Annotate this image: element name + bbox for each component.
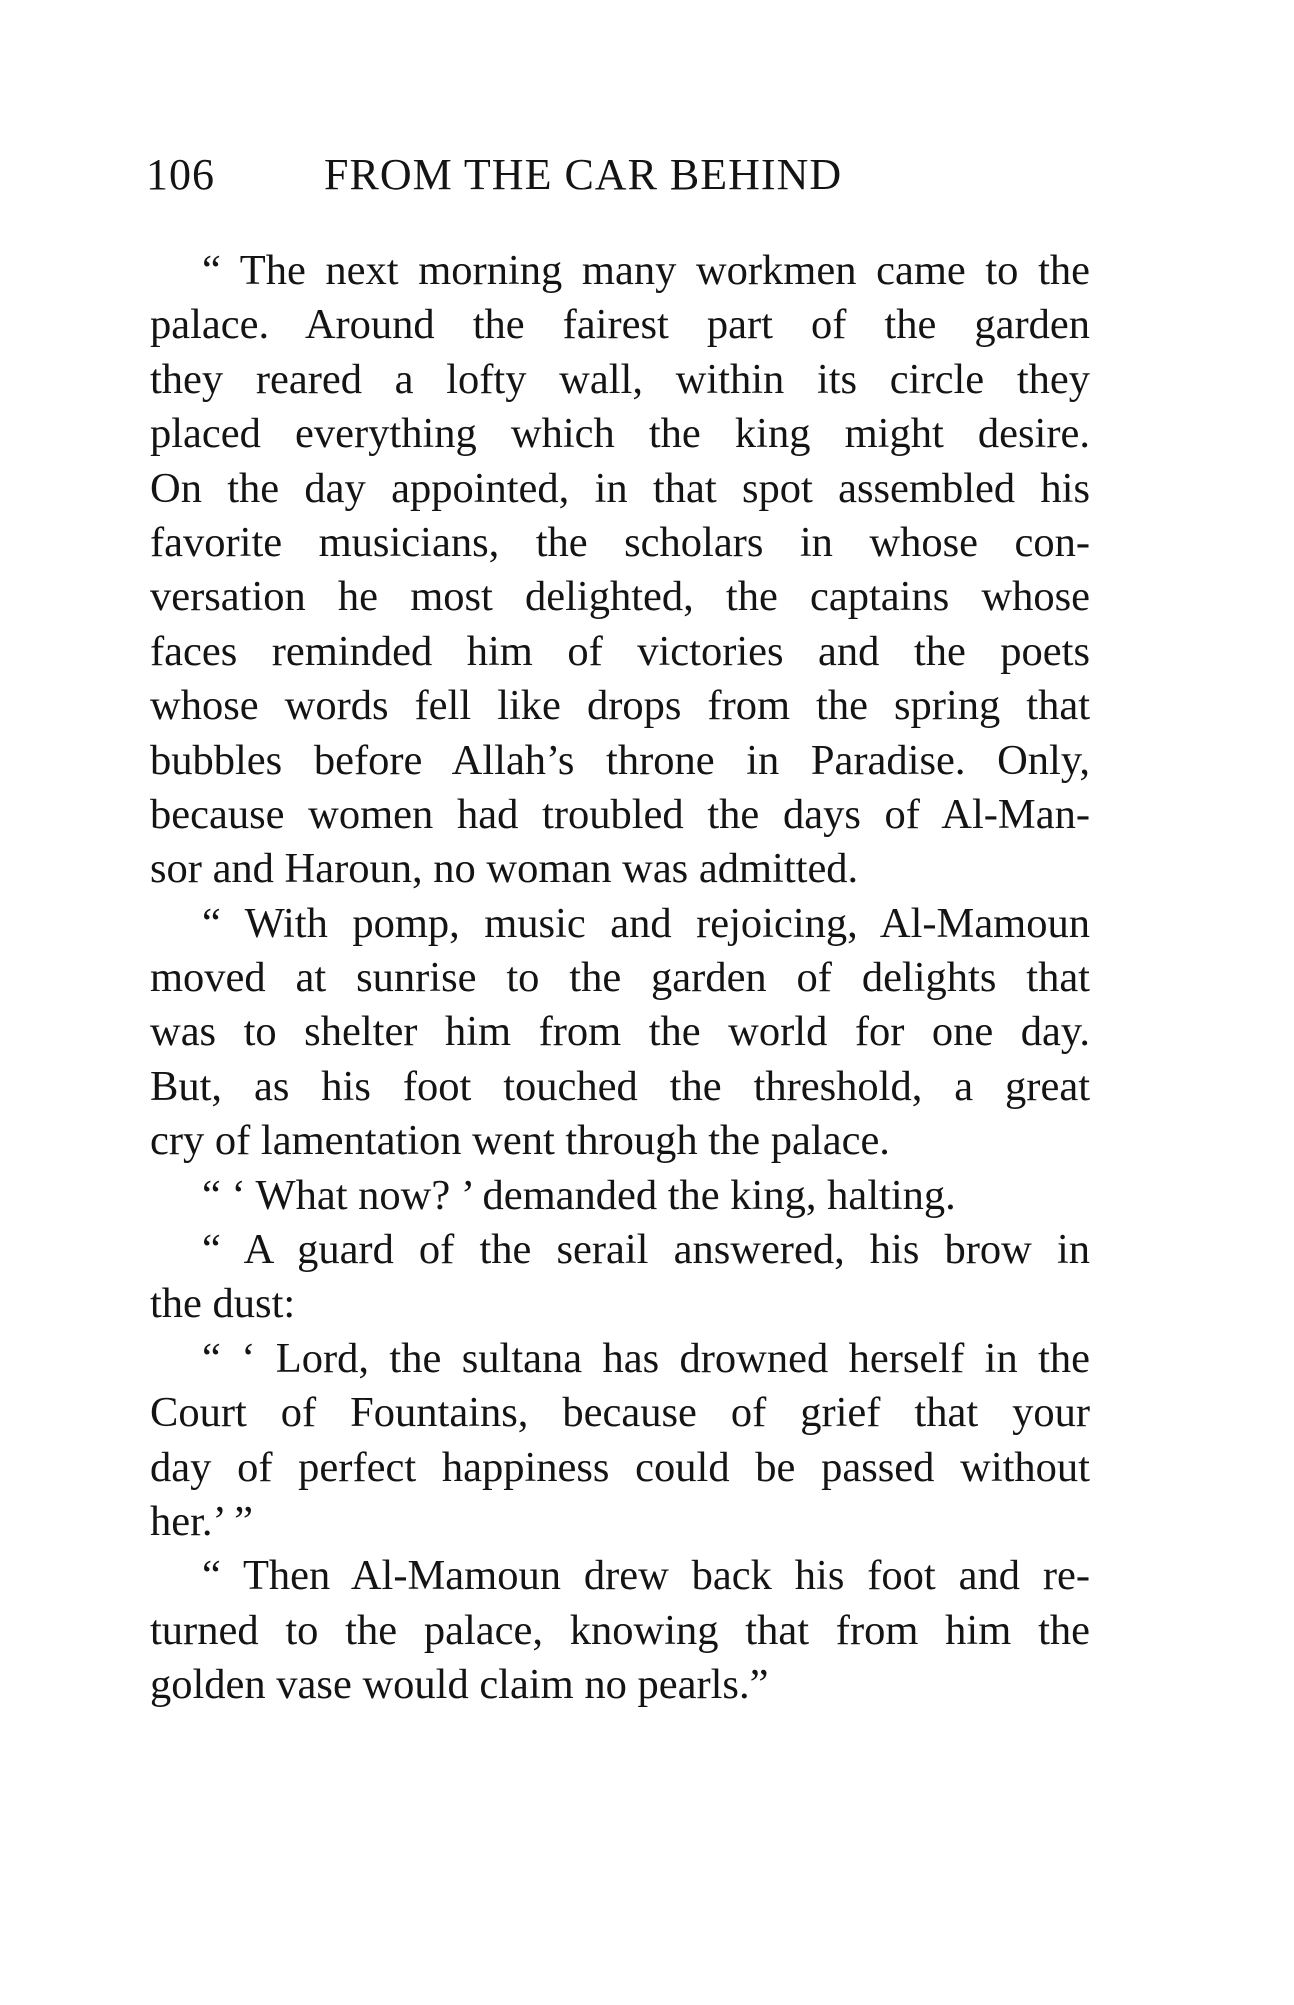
text-line: “ ‘ What now? ’ demanded the king, halting. — [202, 1171, 956, 1219]
text-line: “ With pomp, music and rejoicing, Al-Mamoun — [202, 899, 1090, 947]
text-line: golden vase would claim no pearls.” — [150, 1661, 769, 1709]
text-line: turned to the palace, knowing that from him the — [150, 1606, 1090, 1654]
text-line: On the day appointed, in that spot assembled his — [150, 464, 1090, 512]
text-line: cry of lamentation went through the palace. — [150, 1117, 890, 1165]
text-line: whose words fell like drops from the spring that — [150, 682, 1090, 730]
text-line: her.’ ” — [150, 1497, 254, 1545]
body-text — [150, 244, 1090, 1713]
page-number: 106 — [146, 150, 215, 199]
text-line: placed everything which the king might desire. — [150, 410, 1090, 458]
text-line: was to shelter him from the world for one day. — [150, 1008, 1090, 1056]
text-line: “ A guard of the serail answered, his brow in — [202, 1226, 1090, 1274]
text-line: faces reminded him of victories and the poets — [150, 627, 1090, 675]
text-line: “ The next morning many workmen came to the — [202, 247, 1090, 294]
text-line: day of perfect happiness could be passed without — [150, 1443, 1090, 1491]
text-line: favorite musicians, the scholars in whose con- — [150, 518, 1090, 566]
text-line: moved at sunrise to the garden of delights that — [150, 954, 1090, 1002]
text-line: sor and Haroun, no woman was admitted. — [150, 845, 859, 893]
text-line: palace. Around the fairest part of the garden — [150, 301, 1090, 349]
text-line: “ ‘ Lord, the sultana has drowned herself in the — [202, 1334, 1090, 1382]
text-line: Court of Fountains, because of grief that your — [150, 1389, 1090, 1437]
text-line: “ Then Al-Mamoun drew back his foot and re- — [202, 1552, 1090, 1600]
text-line: they reared a lofty wall, within its circle they — [150, 355, 1090, 403]
text-line: versation he most delighted, the captains whose — [150, 573, 1090, 621]
text-line: But, as his foot touched the threshold, a great — [150, 1062, 1090, 1110]
text-line: because women had troubled the days of Al-Man- — [150, 790, 1090, 838]
text-line: bubbles before Allah’s throne in Paradise. Only, — [150, 736, 1090, 784]
text-line: the dust: — [150, 1280, 296, 1328]
running-head — [146, 145, 946, 205]
running-title: FROM THE CAR BEHIND — [324, 150, 843, 199]
